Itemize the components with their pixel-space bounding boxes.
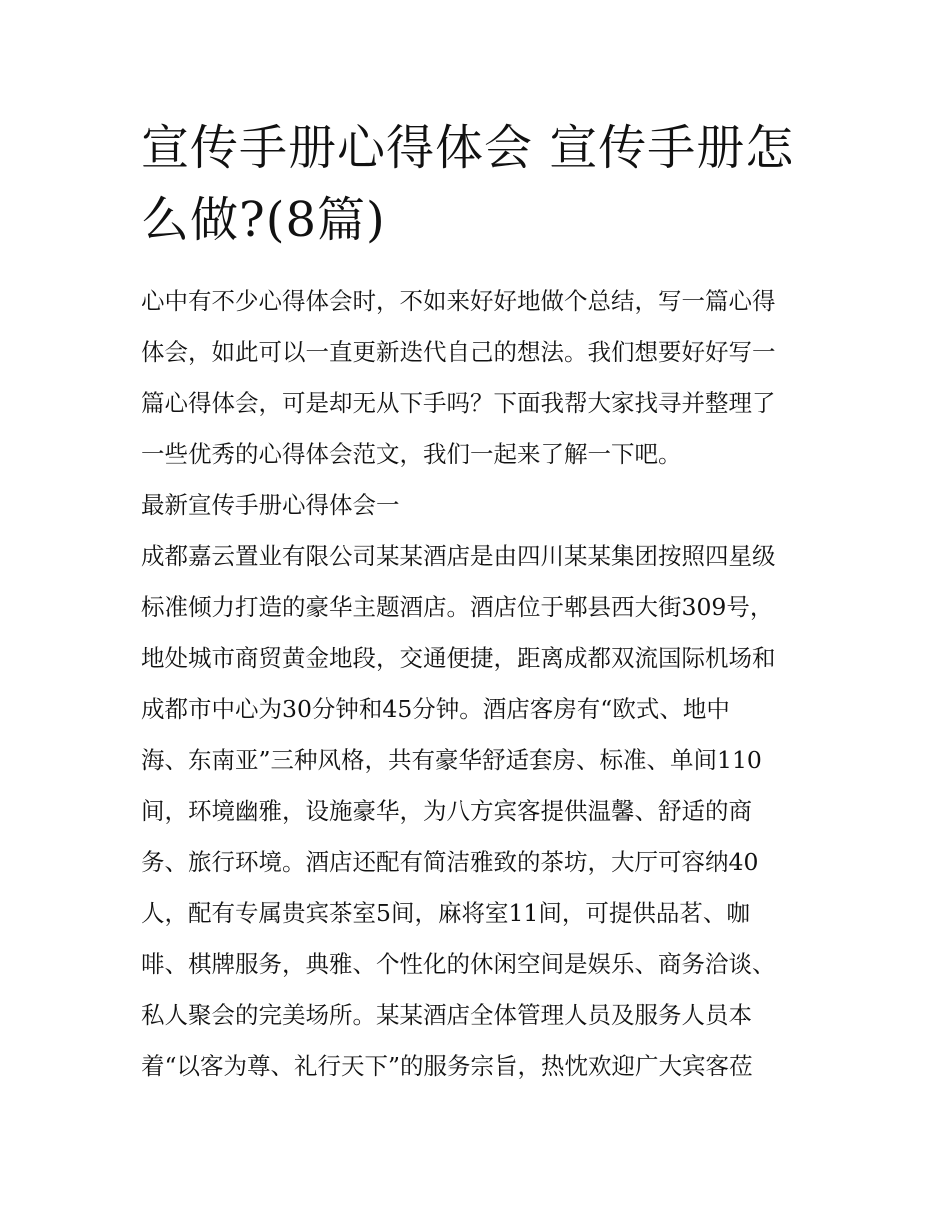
paragraph-line: 务、旅行环境。酒店还配有简洁雅致的茶坊，大厅可容纳40 bbox=[141, 848, 759, 876]
paragraph-line: 心中有不少心得体会时，不如来好好地做个总结，写一篇心得 bbox=[141, 287, 776, 315]
paragraph-line: 人，配有专属贵宾茶室5间，麻将室11间，可提供品茗、咖 bbox=[141, 899, 750, 927]
paragraph-line: 着“以客为尊、礼行天下”的服务宗旨，热忱欢迎广大宾客莅 bbox=[141, 1052, 753, 1080]
paragraph-line: 一些优秀的心得体会范文，我们一起来了解一下吧。 bbox=[141, 440, 682, 468]
paragraph-line: 间，环境幽雅，设施豪华，为八方宾客提供温馨、舒适的商 bbox=[141, 797, 752, 825]
paragraph-line: 成都嘉云置业有限公司某某酒店是由四川某某集团按照四星级 bbox=[141, 542, 776, 570]
paragraph-line: 地处城市商贸黄金地段，交通便捷，距离成都双流国际机场和 bbox=[141, 644, 776, 672]
paragraph-line: 私人聚会的完美场所。某某酒店全体管理人员及服务人员本 bbox=[141, 1001, 752, 1029]
document-title: 宣传手册心得体会 宣传手册怎么做?(8篇) bbox=[141, 120, 795, 248]
section-heading: 最新宣传手册心得体会一 bbox=[141, 491, 400, 519]
paragraph-line: 海、东南亚”三种风格，共有豪华舒适套房、标准、单间110 bbox=[141, 746, 762, 774]
paragraph-line: 标准倾力打造的豪华主题酒店。酒店位于郫县西大街309号， bbox=[141, 593, 774, 621]
paragraph-line: 啡、棋牌服务，典雅、个性化的休闲空间是娱乐、商务洽谈、 bbox=[141, 950, 776, 978]
paragraph-line: 成都市中心为30分钟和45分钟。酒店客房有“欧式、地中 bbox=[141, 695, 730, 723]
paragraph-line: 篇心得体会，可是却无从下手吗？下面我帮大家找寻并整理了 bbox=[141, 389, 776, 417]
paragraph-line: 体会，如此可以一直更新迭代自己的想法。我们想要好好写一 bbox=[141, 338, 776, 366]
